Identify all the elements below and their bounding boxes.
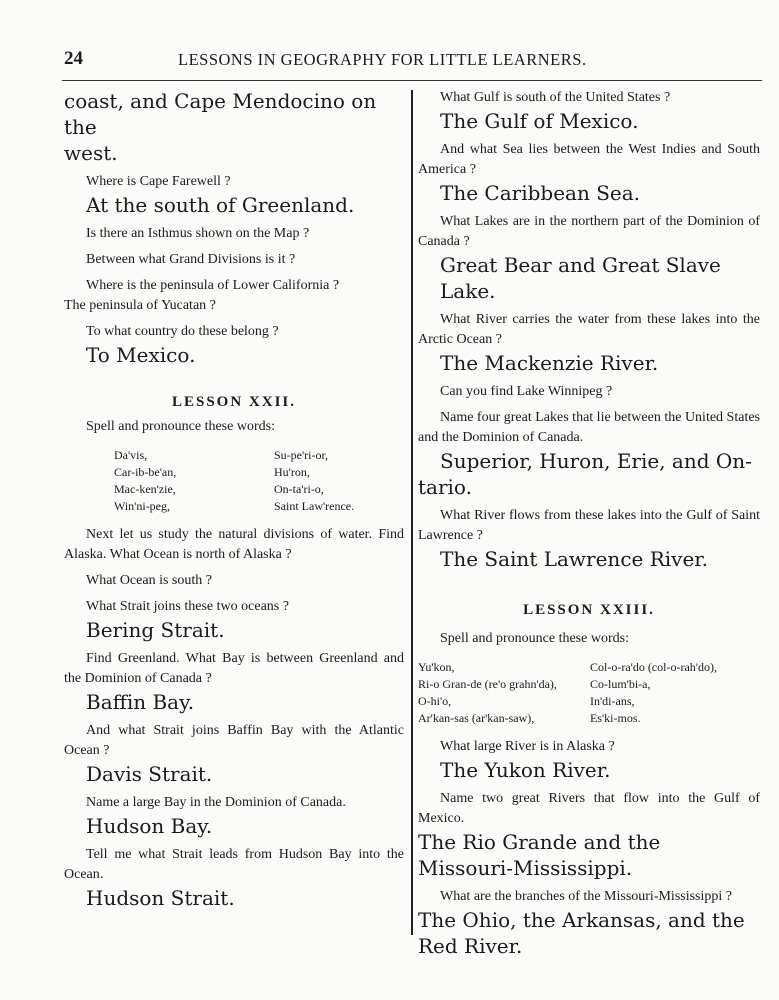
word: Su-pe'ri-or,: [274, 448, 328, 462]
question: Name a large Bay in the Dominion of Canada.: [86, 795, 346, 810]
question: Find Greenland. What Bay is between Greenland and the Dominion of Canada ?: [64, 651, 404, 686]
answer: To Mexico.: [86, 343, 196, 367]
answer: Hudson Bay.: [86, 814, 213, 838]
word-list: [418, 659, 760, 727]
answer: Bering Strait.: [86, 618, 225, 642]
question: And what Strait joins Baffin Bay with the Atlantic Ocean ?: [64, 723, 404, 758]
page-number: 24: [64, 48, 83, 69]
question: To what country do these belong ?: [86, 324, 279, 339]
question: What Lakes are in the northern part of the Dominion of Canada ?: [418, 214, 760, 249]
question: What large River is in Alaska ?: [440, 739, 615, 754]
word: Es'ki-mos.: [590, 711, 641, 725]
question: What Strait joins these two oceans ?: [86, 599, 289, 614]
question: Where is the peninsula of Lower California ?: [86, 278, 340, 293]
question: Where is Cape Farewell ?: [86, 174, 231, 189]
continuation-line: coast, and Cape Mendocino on the: [64, 89, 377, 139]
left-column: [64, 88, 404, 911]
word: Da'vis,: [114, 448, 148, 462]
answer: The Caribbean Sea.: [440, 181, 641, 205]
question: What Ocean is south ?: [86, 573, 212, 588]
word: On-ta'ri-o,: [274, 482, 324, 496]
page-header: [0, 48, 779, 74]
word: O-hi'o,: [418, 694, 452, 708]
word: Mac-ken'zie,: [114, 482, 176, 496]
answer: Superior, Huron, Erie, and On-: [440, 449, 752, 473]
answer: The Rio Grande and the Missouri-Mississippi.: [418, 830, 661, 880]
word: Car-ib-be'an,: [114, 465, 177, 479]
answer: Baffin Bay.: [86, 690, 195, 714]
answer-continuation: tario.: [418, 475, 472, 499]
question: Is there an Isthmus shown on the Map ?: [86, 226, 310, 241]
paragraph: Next let us study the natural divisions of water. Find Alaska. What Ocean is north of Alaska ?: [64, 527, 404, 562]
answer: At the south of Greenland.: [86, 193, 355, 217]
answer: Great Bear and Great Slave Lake.: [440, 253, 721, 303]
answer: The Mackenzie River.: [440, 351, 659, 375]
answer: Hudson Strait.: [86, 886, 235, 910]
word: In'di-ans,: [590, 694, 635, 708]
question: Between what Grand Divisions is it ?: [86, 252, 296, 267]
word: Ri-o Gran-de (re'o grahn'da),: [418, 677, 557, 691]
right-column: [418, 88, 760, 959]
spell-instruction: Spell and pronounce these words:: [440, 631, 629, 646]
answer: The Gulf of Mexico.: [440, 109, 639, 133]
word: Co-lum'bi-a,: [590, 677, 651, 691]
lesson-heading: LESSON XXIII.: [523, 602, 655, 618]
question: Name four great Lakes that lie between the United States and the Dominion of Canada.: [418, 410, 760, 445]
word: Win'ni-peg,: [114, 499, 170, 513]
running-title: LESSONS IN GEOGRAPHY FOR LITTLE LEARNERS.: [178, 50, 587, 69]
question: What River carries the water from these lakes into the Arctic Ocean ?: [418, 312, 760, 347]
question: What Gulf is south of the United States ?: [440, 90, 671, 105]
word: Saint Law'rence.: [274, 499, 355, 513]
answer: The Yukon River.: [440, 758, 611, 782]
word: Yu'kon,: [418, 660, 455, 674]
answer: The Ohio, the Arkansas, and the Red River.: [418, 908, 745, 958]
answer: The Saint Lawrence River.: [440, 547, 709, 571]
answer: Davis Strait.: [86, 762, 213, 786]
word: Ar'kan-sas (ar'kan-saw),: [418, 711, 535, 725]
header-rule: [62, 80, 762, 81]
continuation-line: west.: [64, 141, 118, 165]
question: Can you find Lake Winnipeg ?: [440, 384, 613, 399]
question: What are the branches of the Missouri-Mississippi ?: [440, 889, 732, 904]
question: The peninsula of Yucatan ?: [64, 298, 216, 313]
word: Hu'ron,: [274, 465, 310, 479]
question: And what Sea lies between the West Indies and South America ?: [418, 142, 760, 177]
word: Col-o-ra'do (col-o-rah'do),: [590, 660, 717, 674]
question: Name two great Rivers that flow into the Gulf of Mexico.: [418, 791, 760, 826]
lesson-heading: LESSON XXII.: [171, 394, 297, 410]
word-list: [114, 447, 404, 515]
question: Tell me what Strait leads from Hudson Bay into the Ocean.: [64, 847, 404, 882]
question: What River flows from these lakes into the Gulf of Saint Lawrence ?: [418, 508, 760, 543]
spell-instruction: Spell and pronounce these words:: [86, 419, 275, 434]
